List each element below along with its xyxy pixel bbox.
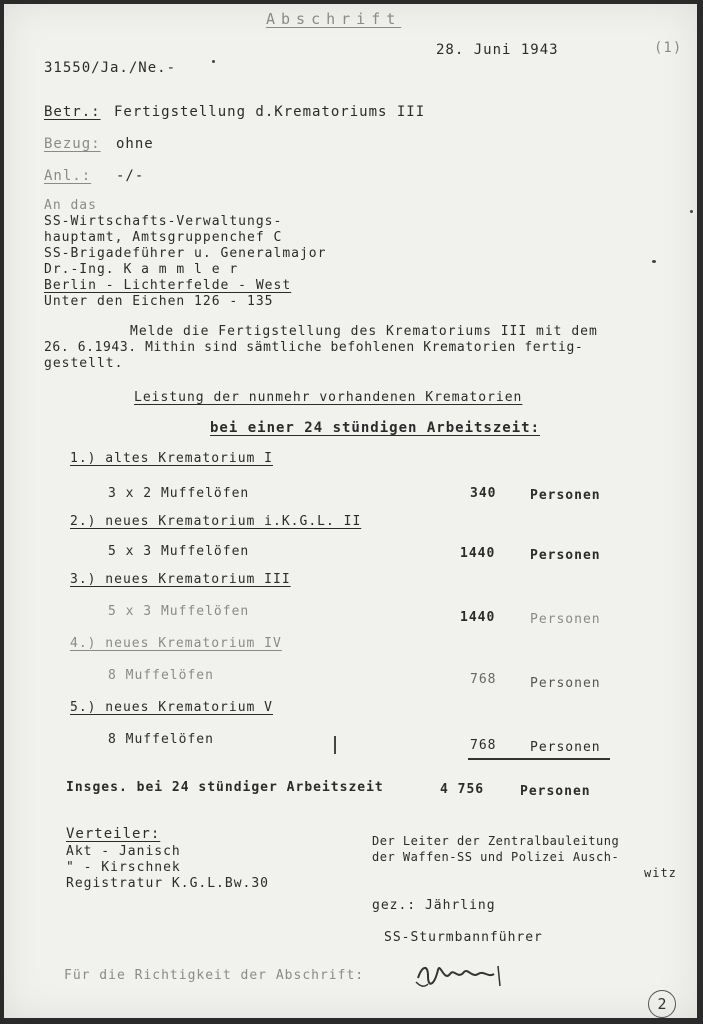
ink-speck: [212, 60, 215, 63]
list-item-title: 5.) neues Krematorium V: [70, 700, 274, 715]
list-item-detail: 3 x 2 Muffelöfen: [108, 486, 250, 501]
corner-mark: (1): [654, 40, 683, 56]
reference-label: Bezug:: [44, 136, 101, 152]
reference-text: ohne: [116, 136, 154, 152]
sum-line: [468, 758, 610, 760]
list-item-unit: Personen: [530, 676, 601, 691]
body-line: 26. 6.1943. Mithin sind sämtliche befohlenen Krematorien fertig-: [44, 340, 584, 355]
address-line: SS-Brigadeführer u. Generalmajor: [44, 246, 327, 261]
signer-rank: SS-Sturmbannführer: [384, 930, 543, 945]
ink-mark: [334, 736, 336, 754]
body-line: Melde die Fertigstellung des Krematoriums III mit dem: [130, 324, 598, 339]
capacity-subheading: bei einer 24 stündigen Arbeitszeit:: [210, 420, 541, 436]
certification-text: Für die Richtigkeit der Abschrift:: [64, 968, 365, 983]
handwritten-signature: [414, 956, 504, 992]
address-line: Unter den Eichen 126 - 135: [44, 294, 274, 309]
document-page: [4, 4, 697, 1018]
list-item-count: 340: [470, 486, 497, 501]
list-item-detail: 5 x 3 Muffelöfen: [108, 544, 250, 559]
subject-label: Betr.:: [44, 104, 101, 120]
address-line: Berlin - Lichterfelde - West: [44, 278, 292, 293]
document-title: Abschrift: [266, 10, 402, 28]
list-item-unit: Personen: [530, 740, 601, 755]
address-line: Dr.-Ing. K a m m l e r: [44, 262, 239, 277]
list-item-count: 768: [470, 738, 497, 753]
list-item-detail: 8 Muffelöfen: [108, 732, 214, 747]
document-date: 28. Juni 1943: [436, 42, 559, 58]
closing-line: der Waffen-SS und Polizei Ausch-: [372, 850, 620, 864]
list-item-count: 1440: [460, 546, 496, 561]
list-item-title: 1.) altes Krematorium I: [70, 451, 274, 466]
address-line: SS-Wirtschafts-Verwaltungs-: [44, 214, 283, 229]
list-item-title: 2.) neues Krematorium i.K.G.L. II: [70, 514, 362, 529]
closing-line: Der Leiter der Zentralbauleitung: [372, 834, 620, 848]
ink-speck: [690, 210, 693, 213]
total-unit: Personen: [520, 784, 591, 799]
attachment-label: Anl.:: [44, 168, 92, 184]
list-item-title: 3.) neues Krematorium III: [70, 572, 291, 587]
subject-text: Fertigstellung d.Krematoriums III: [114, 104, 426, 120]
distribution-line: Registratur K.G.L.Bw.30: [66, 876, 270, 891]
distribution-label: Verteiler:: [66, 826, 161, 842]
total-label: Insges. bei 24 stündiger Arbeitszeit: [66, 780, 384, 795]
distribution-line: " - Kirschnek: [66, 860, 181, 875]
list-item-unit: Personen: [530, 548, 601, 563]
list-item-unit: Personen: [530, 488, 601, 503]
closing-line: witz: [644, 866, 677, 880]
address-line: hauptamt, Amtsgruppenchef C: [44, 230, 283, 245]
distribution-line: Akt - Janisch: [66, 844, 181, 859]
reference-number: 31550/Ja./Ne.-: [44, 60, 177, 76]
signed-by: gez.: Jährling: [372, 898, 496, 913]
list-item-count: 768: [470, 672, 497, 687]
list-item-unit: Personen: [530, 612, 601, 627]
list-item-detail: 8 Muffelöfen: [108, 668, 214, 683]
ink-speck: [652, 260, 656, 263]
list-item-count: 1440: [460, 610, 496, 625]
address-line: An das: [44, 198, 97, 213]
total-count: 4 756: [440, 782, 485, 797]
attachment-text: -/-: [116, 168, 145, 184]
capacity-heading: Leistung der nunmehr vorhandenen Krematorien: [134, 390, 523, 405]
list-item-detail: 5 x 3 Muffelöfen: [108, 604, 250, 619]
body-line: gestellt.: [44, 356, 124, 371]
page-number: 2: [648, 990, 676, 1018]
list-item-title: 4.) neues Krematorium IV: [70, 636, 282, 651]
